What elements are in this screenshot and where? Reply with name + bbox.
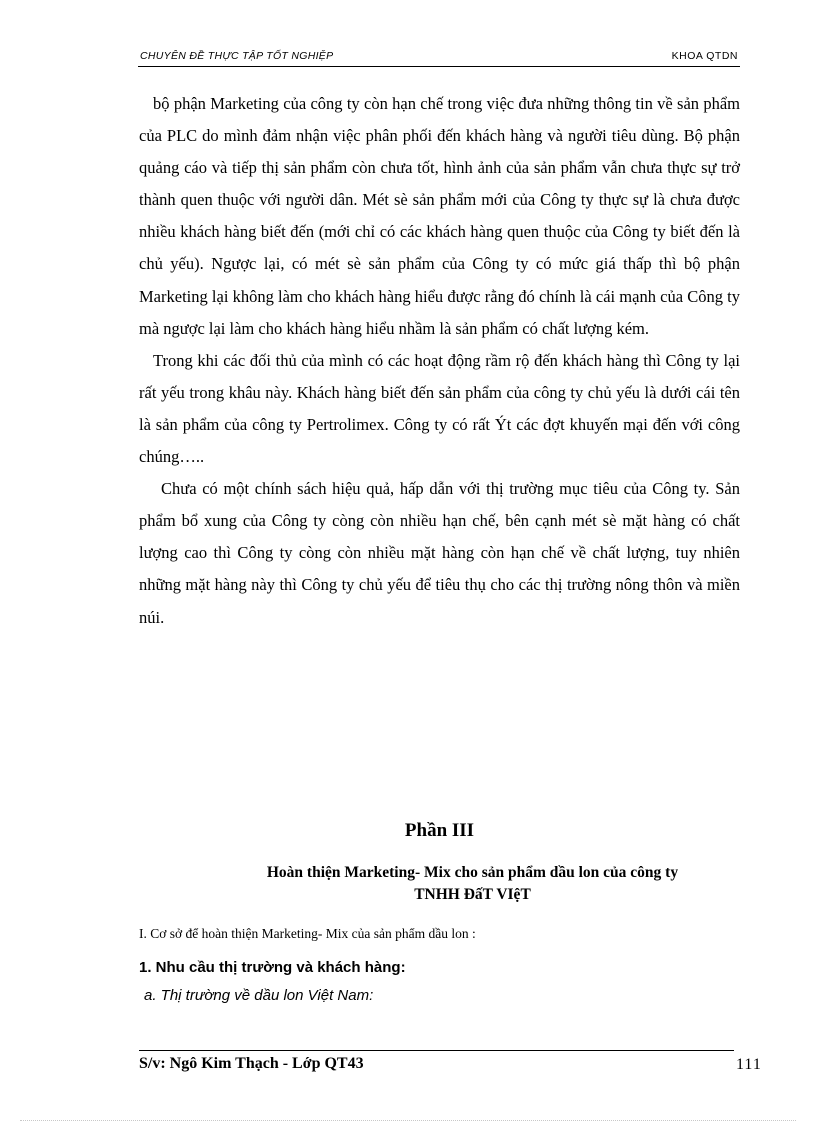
part-title: Phần III xyxy=(404,820,475,841)
section-heading: I. Cơ sở để hoàn thiện Marketing- Mix của sản phẩm dầu lon : xyxy=(139,926,476,941)
page-header xyxy=(138,46,740,67)
paragraph: Chưa có một chính sách hiệu quả, hấp dẫn với thị trường mục tiêu của Công ty. Sản phẩm bổ xung của Công ty còng còn nhiều hạn chế, bên cạnh mét sè mặt hàng có chất lượng cao thì Công ty còng còn nhiều mặt hàng còn hạn chế về chất lượng, tuy nhiên những mặt hàng này thì Công ty chủ yếu để tiêu thụ cho các thị trường nông thôn và miền núi. xyxy=(139,479,740,627)
footer-author: S/v: Ngô Kim Thạch - Lớp QT43 xyxy=(139,1055,364,1072)
footer-divider xyxy=(139,1050,734,1051)
body-text xyxy=(139,88,740,634)
sub-heading: 1. Nhu cầu thị trường và khách hàng: xyxy=(139,959,406,976)
header-title: CHUYÊN ĐỀ THỰC TẬP TỐT NGHIỆP xyxy=(140,50,334,62)
paragraph: Trong khi các đối thủ của mình có các hoạt động rầm rộ đến khách hàng thì Công ty lại rất yếu trong khâu này. Khách hàng biết đến sản phẩm của công ty chủ yếu là dưới cái tên là sản phẩm của công ty Pertrolimex. Công ty có rất Ýt các đợt khuyến mại đến với công chúng….. xyxy=(139,350,740,467)
part-subtitle xyxy=(200,862,745,906)
page-bottom-divider xyxy=(20,1120,796,1121)
page-number: 111 xyxy=(736,1056,762,1073)
header-department: KHOA QTDN xyxy=(671,50,738,62)
paragraph: bộ phận Marketing của công ty còn hạn chế trong việc đưa những thông tin về sản phẩm của PLC do mình đảm nhận việc phân phối đến khách hàng và người tiêu dùng. Bộ phận quảng cáo và tiếp thị sản phẩm còn chưa tốt, hình ảnh của sản phẩm vẫn chưa thực sự trở thành quen thuộc với người dân. Mét sè sản phẩm mới của Công ty thực sự là chưa được nhiều khách hàng biết đến (mới chỉ có các khách hàng quen thuộc của Công ty biết đến là chủ yếu). Ngược lại, có mét sè sản phẩm của Công ty có mức giá thấp thì bộ phận Marketing lại không làm cho khách hàng hiểu được rằng đó chính là cái mạnh của Công ty mà ngược lại làm cho khách hàng hiểu nhầm là sản phẩm có chất lượng kém. xyxy=(139,94,740,338)
sub-sub-heading: a. Thị trường về dầu lon Việt Nam: xyxy=(144,987,374,1004)
part-subtitle-line-2: TNHH ĐấT VIệT xyxy=(414,886,531,903)
part-subtitle-line-1: Hoàn thiện Marketing- Mix cho sản phẩm dầu lon của công ty xyxy=(266,864,679,881)
